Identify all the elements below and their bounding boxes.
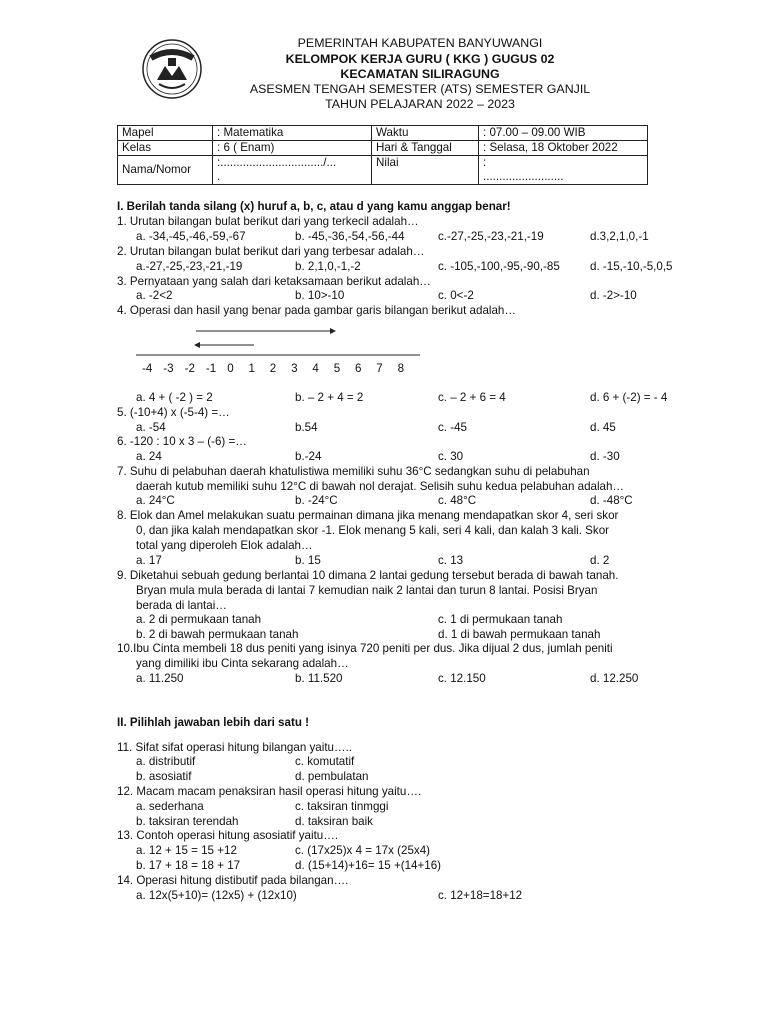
q10-text-line1: 10.Ibu Cinta membeli 18 dus peniti yang isinya 720 peniti per dus. Jika dijual 2 dus, jumlah peniti [117, 642, 613, 655]
kelas-value: : 6 ( Enam) [213, 141, 372, 156]
q6-option-a[interactable]: a. 24 [136, 450, 162, 463]
kelas-label: Kelas [118, 141, 213, 156]
q8-option-a[interactable]: a. 17 [136, 554, 162, 567]
q12-text: 12. Macam macam penaksiran hasil operasi hitung yaitu…. [117, 785, 422, 798]
q2-text: 2. Urutan bilangan bulat berikut dari yang terbesar adalah… [117, 245, 425, 258]
q5-option-c[interactable]: c. -45 [438, 421, 467, 434]
q2-option-c[interactable]: c. -105,-100,-95,-90,-85 [438, 260, 560, 273]
q4-option-d[interactable]: d. 6 + (-2) = - 4 [590, 391, 668, 404]
nilai-value-line2: ......................... [483, 170, 564, 183]
arrow-right-head [330, 328, 336, 334]
q8-option-d[interactable]: d. 2 [590, 554, 610, 567]
hari-value: : Selasa, 18 Oktober 2022 [479, 141, 648, 156]
q12-option-d[interactable]: d. taksiran baik [295, 815, 373, 828]
q6-text: 6. -120 : 10 x 3 – (-6) =… [117, 435, 247, 448]
q2-option-a[interactable]: a.-27,-25,-23,-21,-19 [136, 260, 243, 273]
q8-text-line3: total yang diperoleh Elok adalah… [136, 539, 313, 552]
number-line-tick-label: -4 [142, 362, 153, 375]
q9-text-line2: Bryan mula mula berada di lantai 7 kemudian naik 2 lantai dan turun 8 lantai. Posisi Bryan [136, 584, 598, 597]
q9-text-line1: 9. Diketahui sebuah gedung berlantai 10 dimana 2 lantai gedung tersebut berada di bawah tanah. [117, 569, 619, 582]
q5-option-d[interactable]: d. 45 [590, 421, 616, 434]
q12-option-b[interactable]: b. taksiran terendah [136, 815, 239, 828]
q6-option-d[interactable]: d. -30 [590, 450, 620, 463]
q1-option-b[interactable]: b. -45,-36,-54,-56,-44 [295, 230, 405, 243]
q3-option-c[interactable]: c. 0<-2 [438, 289, 474, 302]
number-line-tick-label: 5 [333, 362, 341, 375]
number-line-tick-label: -2 [184, 362, 195, 375]
q1-option-c[interactable]: c.-27,-25,-23,-21,-19 [438, 230, 544, 243]
q3-text: 3. Pernyataan yang salah dari ketaksamaan berikut adalah… [117, 275, 431, 288]
q6-option-b[interactable]: b.-24 [295, 450, 322, 463]
q9-option-d[interactable]: d. 1 di bawah permukaan tanah [438, 628, 601, 641]
number-line-tick-label: 1 [248, 362, 255, 375]
q6-option-c[interactable]: c. 30 [438, 450, 464, 463]
q13-text: 13. Contoh operasi hitung asosiatif yaitu…. [117, 829, 339, 842]
nilai-label: Nilai [372, 156, 479, 185]
q14-text: 14. Operasi hitung distibutif pada bilangan…. [117, 874, 349, 887]
nilai-value-line1: : [483, 156, 487, 169]
header-government: PEMERINTAH KABUPATEN BANYUWANGI [297, 36, 543, 50]
q3-option-d[interactable]: d. -2>-10 [590, 289, 637, 302]
number-line-figure [130, 320, 440, 380]
q13-option-b[interactable]: b. 17 + 18 = 18 + 17 [136, 859, 241, 872]
q4-option-a[interactable]: a. 4 + ( -2 ) = 2 [136, 391, 213, 404]
mapel-label: Mapel [118, 126, 213, 141]
q5-option-b[interactable]: b.54 [295, 421, 318, 434]
nama-value-line1: :................................/... [217, 156, 337, 169]
tut-wuri-handayani-logo [137, 36, 207, 100]
header-kecamatan: KECAMATAN SILIRAGUNG [340, 67, 500, 81]
q5-text: 5. (-10+4) x (-5-4) =… [117, 406, 230, 419]
q3-option-a[interactable]: a. -2<2 [136, 289, 173, 302]
nilai-field[interactable] [479, 156, 648, 185]
header-kkg: KELOMPOK KERJA GURU ( KKG ) GUGUS 02 [285, 52, 555, 66]
q8-text-line1: 8. Elok dan Amel melakukan suatu permainan dimana jika menang mendapatkan skor 4, seri skor [117, 509, 619, 522]
q14-option-a[interactable]: a. 12x(5+10)= (12x5) + (12x10) [136, 889, 297, 902]
arrow-left-head [194, 342, 200, 348]
q2-option-b[interactable]: b. 2,1,0,-1,-2 [295, 260, 361, 273]
header-year: TAHUN PELAJARAN 2022 – 2023 [325, 97, 515, 111]
q4-option-c[interactable]: c. – 2 + 6 = 4 [438, 391, 506, 404]
q11-text: 11. Sifat sifat operasi hitung bilangan yaitu….. [117, 741, 353, 754]
q10-option-c[interactable]: c. 12.150 [438, 672, 486, 685]
q4-text: 4. Operasi dan hasil yang benar pada gambar garis bilangan berikut adalah… [117, 304, 516, 317]
number-line-tick-label: -1 [205, 362, 217, 375]
q11-option-d[interactable]: d. pembulatan [295, 770, 369, 783]
q4-option-b[interactable]: b. – 2 + 4 = 2 [295, 391, 364, 404]
section2-title: II. Pilihlah jawaban lebih dari satu ! [117, 716, 309, 729]
q10-option-a[interactable]: a. 11.250 [136, 672, 184, 685]
q1-text: 1. Urutan bilangan bulat berikut dari yang terkecil adalah… [117, 215, 419, 228]
q9-option-c[interactable]: c. 1 di permukaan tanah [438, 613, 563, 626]
q10-option-d[interactable]: d. 12.250 [590, 672, 639, 685]
number-line-tick-label: 8 [397, 362, 405, 375]
number-line-tick-label: 6 [355, 362, 362, 375]
section1-title: I. Berilah tanda silang (x) huruf a, b, c, atau d yang kamu anggap benar! [117, 200, 511, 213]
mapel-value: : Matematika [213, 126, 372, 141]
q8-text-line2: 0, dan jika kalah mendapatkan skor -1. Elok menang 5 kali, seri 4 kali, dan kalah 3 kali. Skor [136, 524, 610, 537]
q9-option-b[interactable]: b. 2 di bawah permukaan tanah [136, 628, 299, 641]
q12-option-a[interactable]: a. sederhana [136, 800, 204, 813]
q13-option-a[interactable]: a. 12 + 15 = 15 +12 [136, 844, 237, 857]
number-line-tick-label: 7 [376, 362, 383, 375]
number-line-tick-label: 0 [227, 362, 234, 375]
q9-text-line3: berada di lantai… [136, 599, 227, 612]
q7-text-line2: daerah kutub memiliki suhu 12°C di bawah nol derajat. Selisih suhu kedua pelabuhan adalah… [136, 480, 625, 493]
q7-option-a[interactable]: a. 24°C [136, 494, 175, 507]
q13-option-d[interactable]: d. (15+14)+16= 15 +(14+16) [295, 859, 442, 872]
q11-option-b[interactable]: b. asosiatif [136, 770, 192, 783]
waktu-value: : 07.00 – 09.00 WIB [479, 126, 648, 141]
identity-table [117, 125, 648, 185]
q7-text-line1: 7. Suhu di pelabuhan daerah khatulistiwa memiliki suhu 36°C sedangkan suhu di pelabuhan [117, 465, 590, 478]
q3-option-b[interactable]: b. 10>-10 [295, 289, 345, 302]
q5-option-a[interactable]: a. -54 [136, 421, 166, 434]
q10-text-line2: yang dimiliki ibu Cinta sekarang adalah… [136, 657, 349, 670]
q13-option-c[interactable]: c. (17x25)x 4 = 17x (25x4) [295, 844, 431, 857]
number-line-tick-label: -3 [163, 362, 174, 375]
q7-option-c[interactable]: c. 48°C [438, 494, 477, 507]
header-assessment: ASESMEN TENGAH SEMESTER (ATS) SEMESTER GANJIL [249, 82, 591, 96]
nama-field[interactable] [213, 156, 372, 185]
q1-option-d[interactable]: d.3,2,1,0,-1 [590, 230, 649, 243]
number-line-tick-label: 2 [269, 362, 277, 375]
number-line-tick-label: 3 [291, 362, 298, 375]
number-line-tick-label: 4 [312, 362, 319, 375]
q10-option-b[interactable]: b. 11.520 [295, 672, 343, 685]
q1-option-a[interactable]: a. -34,-45,-46,-59,-67 [136, 230, 246, 243]
q9-option-a[interactable]: a. 2 di permukaan tanah [136, 613, 262, 626]
nama-value-line2: . [217, 170, 221, 183]
q7-option-b[interactable]: b. -24°C [295, 494, 338, 507]
waktu-label: Waktu [372, 126, 479, 141]
q2-option-d[interactable]: d. -15,-10,-5,0,5 [590, 260, 673, 273]
q12-option-c[interactable]: c. taksiran tinmggi [295, 800, 389, 813]
q11-option-c[interactable]: c. komutatif [295, 755, 355, 768]
q8-option-b[interactable]: b. 15 [295, 554, 321, 567]
nama-label: Nama/Nomor [118, 156, 213, 185]
q14-option-c[interactable]: c. 12+18=18+12 [438, 889, 523, 902]
q11-option-a[interactable]: a. distributif [136, 755, 196, 768]
q8-option-c[interactable]: c. 13 [438, 554, 464, 567]
hari-label: Hari & Tanggal [372, 141, 479, 156]
q7-option-d[interactable]: d. -48°C [590, 494, 633, 507]
